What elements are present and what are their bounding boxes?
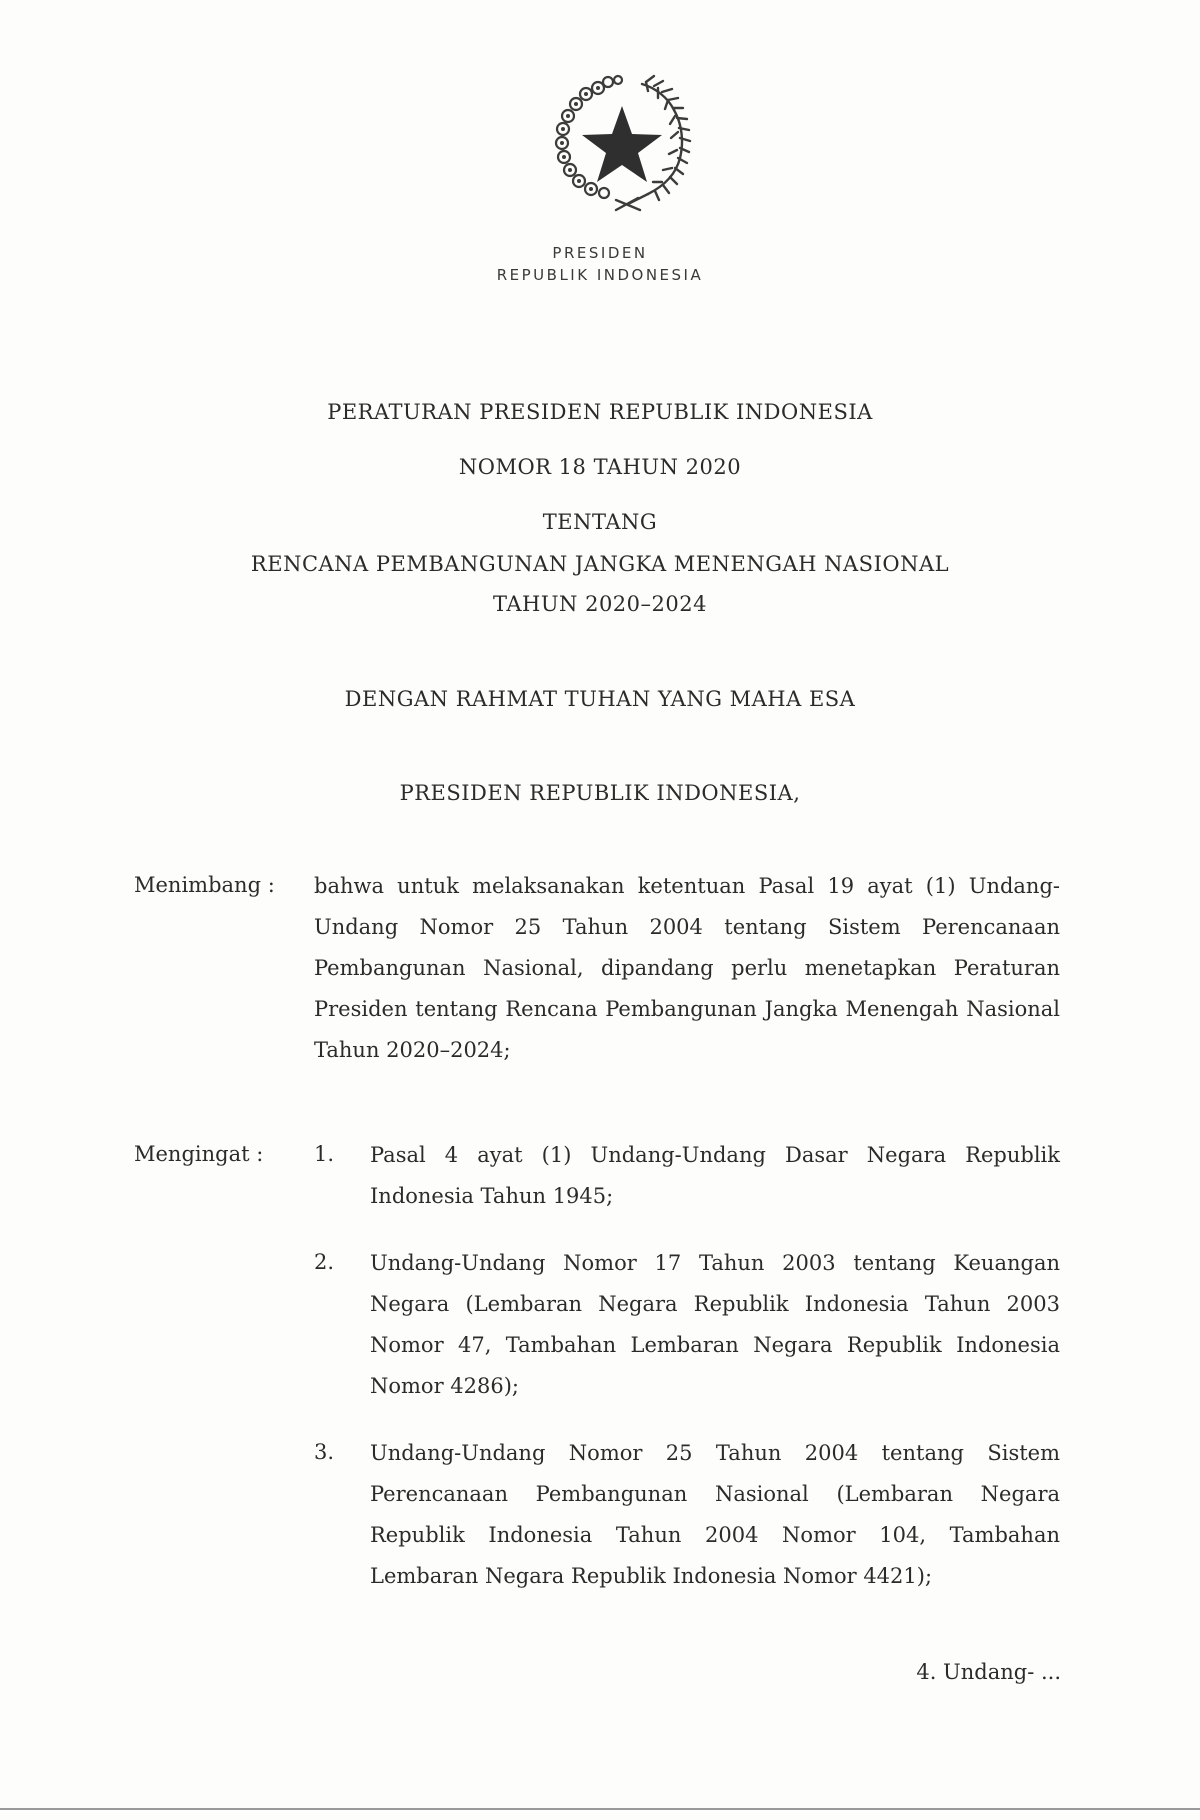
garuda-star-wreath-emblem-icon [546,72,696,212]
regulation-about: TENTANG [542,510,658,534]
list-item-number: 3. [314,1440,335,1464]
regulation-title: PERATURAN PRESIDEN REPUBLIK INDONESIA [327,400,873,424]
page-bottom-divider [0,1808,1200,1810]
list-item-text: Undang-Undang Nomor 17 Tahun 2003 tentang Keuangan Negara (Lembaran Negara Republik Indonesia Tahun 2003 Nomor 47, Tambahan Lembaran Negara Republik Indonesia Nomor 4286); [370,1251,1060,1398]
institution-title: PRESIDEN [552,244,648,262]
issuer-line: PRESIDEN REPUBLIK INDONESIA, [399,781,801,805]
menimbang-text: bahwa untuk melaksanakan ketentuan Pasal 19 ayat (1) Undang-Undang Nomor 25 Tahun 2004 tentang Sistem Perencanaan Pembangunan Nasional, dipandang perlu menetapkan Peraturan Presiden tentang Rencana Pembangunan Jangka Menengah Nasional Tahun 2020–2024; [314,874,1060,1062]
list-item-text: Pasal 4 ayat (1) Undang-Undang Dasar Negara Republik Indonesia Tahun 1945; [370,1143,1060,1208]
mengingat-label: Mengingat : [134,1142,264,1166]
blessing-line: DENGAN RAHMAT TUHAN YANG MAHA ESA [344,687,856,711]
list-item-number: 2. [314,1250,335,1274]
list-item-number: 1. [314,1142,335,1166]
regulation-subject-line2: TAHUN 2020–2024 [493,592,707,616]
institution-country: REPUBLIK INDONESIA [496,266,704,284]
regulation-subject-line1: RENCANA PEMBANGUNAN JANGKA MENENGAH NASIONAL [250,552,950,576]
list-item-text: Undang-Undang Nomor 25 Tahun 2004 tentang Sistem Perencanaan Pembangunan Nasional (Lembaran Negara Republik Indonesia Tahun 2004 Nomor 104, Tambahan Lembaran Negara Republik Indonesia Nomor 4421); [370,1441,1060,1588]
menimbang-label: Menimbang : [134,873,275,897]
page-continuation: 4. Undang- ... [916,1660,1061,1684]
regulation-number: NOMOR 18 TAHUN 2020 [458,455,742,479]
